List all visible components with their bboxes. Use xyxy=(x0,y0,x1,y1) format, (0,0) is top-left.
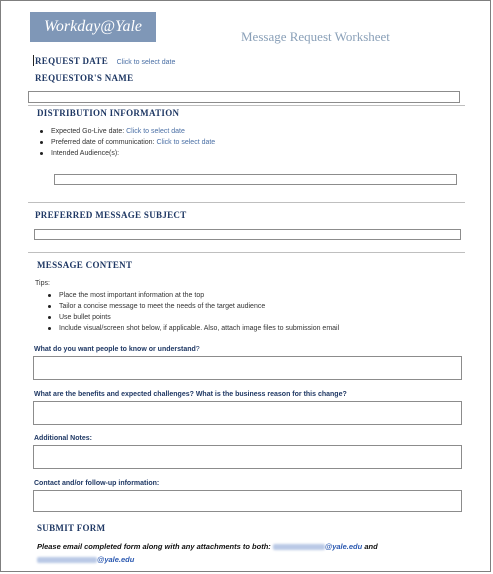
contact-followup-field[interactable] xyxy=(33,490,462,512)
go-live-date-picker[interactable]: Click to select date xyxy=(126,128,185,135)
subject-heading: PREFERRED MESSAGE SUBJECT xyxy=(35,210,187,220)
requestor-name-field[interactable] xyxy=(28,91,460,103)
communication-date-label: Preferred date of communication: xyxy=(51,139,155,146)
question-contact-followup: Contact and/or follow-up information: xyxy=(34,480,160,487)
section-divider xyxy=(28,202,465,203)
list-item: Tailor a concise message to meet the needs of the target audience xyxy=(45,301,339,312)
document-title: Message Request Worksheet xyxy=(241,29,390,44)
list-item xyxy=(37,126,215,137)
section-divider xyxy=(28,252,465,253)
distribution-heading: DISTRIBUTION INFORMATION xyxy=(37,108,180,118)
distribution-list xyxy=(37,126,215,159)
list-item xyxy=(37,148,215,159)
question-label: What do you want people to know or understand xyxy=(34,346,196,353)
submit-instruction-text: Please email completed form along with any attachments to both: xyxy=(37,542,271,551)
go-live-label: Expected Go-Live date: xyxy=(51,128,125,135)
communication-date-picker[interactable]: Click to select date xyxy=(156,139,216,146)
section-divider xyxy=(28,105,465,106)
redacted-email-2 xyxy=(37,557,97,563)
audience-label: Intended Audience(s): xyxy=(51,150,120,157)
submit-form-heading: SUBMIT FORM xyxy=(37,523,106,533)
tips-label: Tips: xyxy=(35,280,50,287)
additional-notes-field[interactable] xyxy=(33,445,462,469)
question-benefits-challenges: What are the benefits and expected challenges? What is the business reason for this change? xyxy=(34,391,347,398)
list-item: Place the most important information at the top xyxy=(45,290,339,301)
requestor-name-heading: REQUESTOR'S NAME xyxy=(35,73,134,83)
benefits-challenges-field[interactable] xyxy=(33,401,462,425)
redacted-email-1 xyxy=(273,544,325,550)
message-content-heading: MESSAGE CONTENT xyxy=(37,260,133,270)
request-date-heading xyxy=(35,56,175,66)
email-link-2[interactable]: @yale.edu xyxy=(97,555,135,564)
email-link-1[interactable]: @yale.edu xyxy=(324,542,363,551)
submit-instructions xyxy=(37,540,457,566)
text-cursor xyxy=(33,55,34,66)
subject-field[interactable] xyxy=(34,229,461,240)
audience-field[interactable] xyxy=(54,174,457,185)
question-additional-notes: Additional Notes: xyxy=(34,435,92,442)
workday-yale-logo: Workday@Yale xyxy=(30,12,156,42)
request-date-label: REQUEST DATE xyxy=(35,56,109,66)
list-item: Use bullet points xyxy=(45,312,339,323)
question-know-understand xyxy=(34,346,200,353)
request-date-picker[interactable]: Click to select date xyxy=(116,59,176,66)
list-item xyxy=(37,137,215,148)
know-understand-field[interactable] xyxy=(33,356,462,380)
conjunction-text: and xyxy=(364,542,378,551)
list-item: Include visual/screen shot below, if applicable. Also, attach image files to submission email xyxy=(45,323,339,334)
tips-list xyxy=(45,290,339,334)
question-mark: ? xyxy=(195,346,200,353)
